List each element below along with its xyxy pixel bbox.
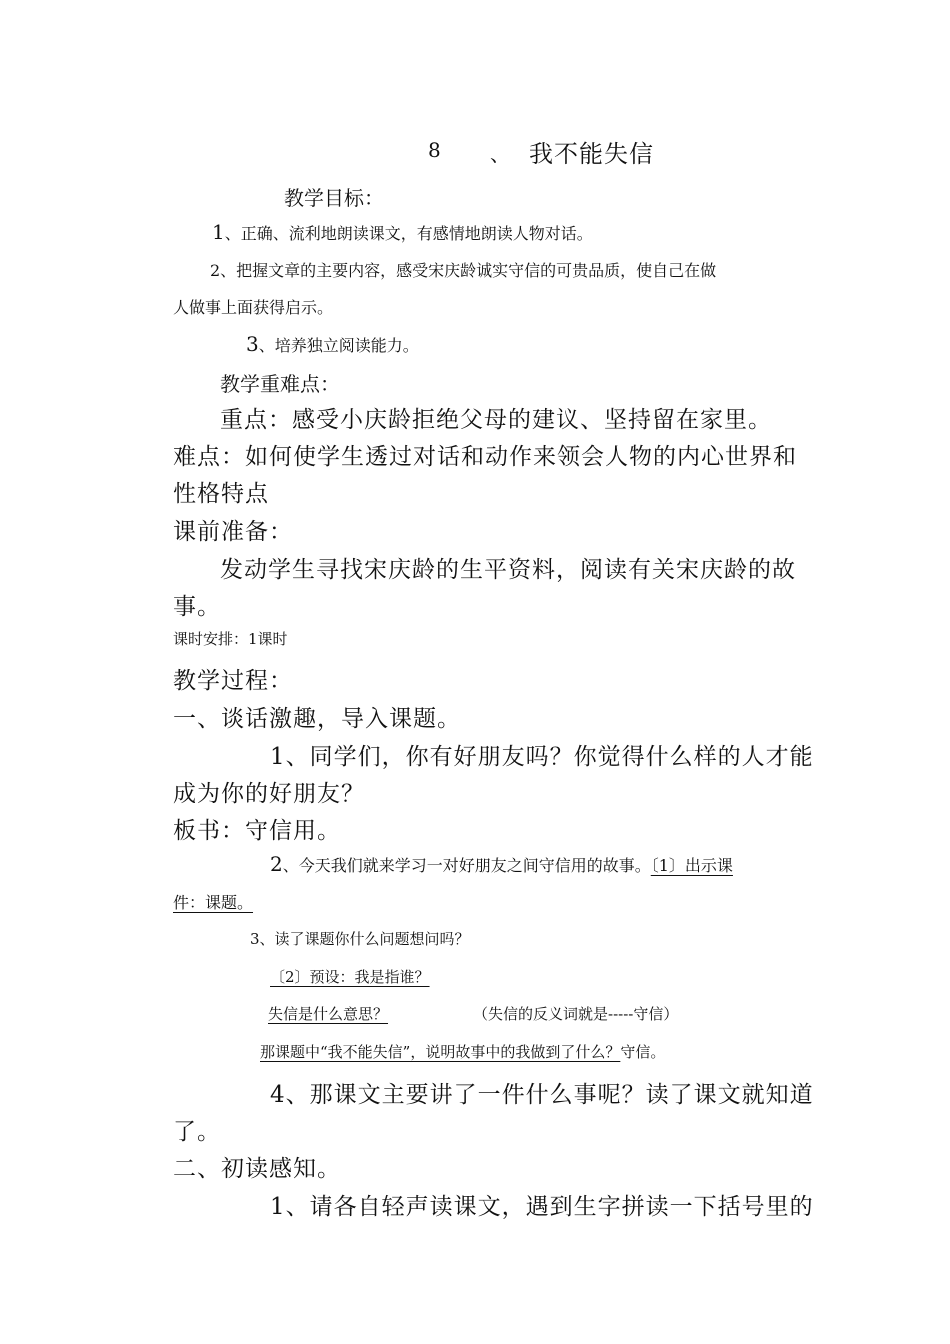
goal-3 (246, 332, 419, 356)
meaning-question: 失信是什么意思？ (268, 1005, 389, 1023)
title-question-underlined: 那课题中“我不能失信”，说明故事中的我做到了什么？ (260, 1043, 621, 1061)
section-2-heading: 二、初读感知。 (173, 1156, 341, 1182)
section-1-q2 (270, 852, 733, 876)
schedule: 课时安排：1课时 (173, 630, 288, 648)
goal-3-text: 、培养独立阅读能力。 (258, 336, 419, 355)
goals-heading: 教学目标： (284, 186, 384, 210)
board-writing: 板书：守信用。 (173, 818, 341, 844)
section-1-q3: 3、读了课题你什么问题想问吗？ (250, 930, 470, 948)
key-point: 重点：感受小庆龄拒绝父母的建议、坚持留在家里。 (220, 407, 772, 433)
prep-heading: 课前准备： (173, 519, 293, 545)
process-heading: 教学过程： (173, 668, 293, 694)
goal-1-text: 、正确、流利地朗读课文，有感情地朗读人物对话。 (224, 224, 593, 243)
title-question-answer: 守信。 (620, 1043, 666, 1061)
section-1-q1-line-1: 1、同学们，你有好朋友吗？你觉得什么样的人才能 (270, 744, 814, 770)
hard-point-line-1: 难点：如何使学生透过对话和动作来领会人物的内心世界和 (173, 444, 797, 470)
goal-3-number: 3 (246, 332, 259, 356)
prep-line-1: 发动学生寻找宋庆龄的生平资料，阅读有关宋庆龄的故 (220, 557, 796, 583)
title-number: 8 (428, 138, 441, 162)
prep-line-2: 事。 (173, 594, 221, 620)
section-1-q4-line-1: 4、那课文主要讲了一件什么事呢？读了课文就知道 (270, 1082, 814, 1108)
antonym-note: （失信的反义词就是-----守信） (473, 1005, 679, 1023)
preset-question: 〔2〕预设：我是指谁？ (270, 968, 430, 986)
section-1-q4-line-2: 了。 (173, 1119, 221, 1145)
page-title: 我不能失信 (529, 140, 654, 168)
hard-point-line-2: 性格特点 (173, 481, 269, 507)
section-1-heading: 一、谈话激趣，导入课题。 (173, 706, 461, 732)
goal-2-line-2: 人做事上面获得启示。 (173, 298, 334, 317)
goal-1-number: 1 (212, 220, 225, 244)
section-1-q2-number: 2 (270, 852, 283, 876)
section-1-q2-underlined-cont: 件：课题。 (173, 893, 254, 912)
section-1-q2-text: 、今天我们就来学习一对好朋友之间守信用的故事。 (282, 856, 651, 875)
section-2-r1-line-1: 1、请各自轻声读课文，遇到生字拼读一下括号里的 (270, 1194, 814, 1220)
goal-2-line-1: 2、把握文章的主要内容，感受宋庆龄诚实守信的可贵品质，使自己在做 (210, 261, 717, 280)
section-1-q2-underlined: 〔1〕出示课 (650, 856, 733, 875)
title-separator: 、 (490, 142, 510, 166)
section-1-q1-line-2: 成为你的好朋友？ (173, 781, 365, 807)
difficulty-heading: 教学重难点： (220, 372, 340, 396)
goal-1 (212, 220, 593, 244)
title-question (260, 1041, 665, 1062)
